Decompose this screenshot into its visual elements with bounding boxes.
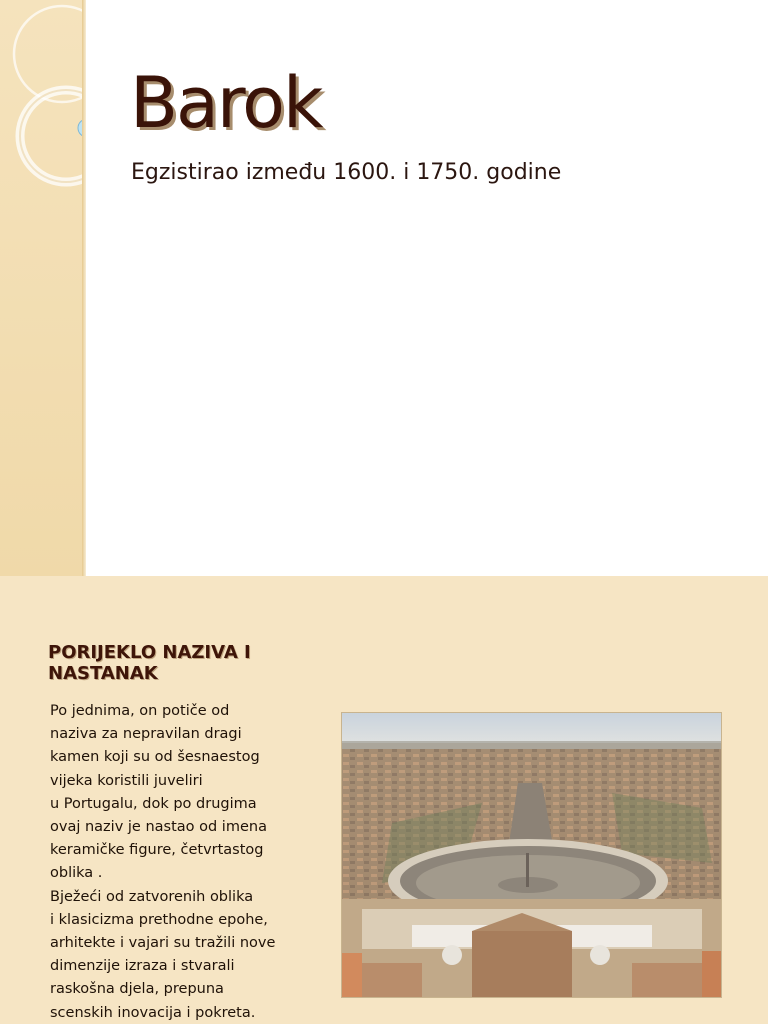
body-line: i klasicizma prethodne epohe, bbox=[50, 911, 268, 928]
content-slide bbox=[0, 576, 768, 1024]
body-line: naziva za nepravilan dragi bbox=[50, 726, 242, 743]
body-line: scenskih inovacija i pokreta. bbox=[50, 1004, 256, 1021]
body-line: ovaj naziv je nastao od imena bbox=[50, 819, 267, 836]
body-line: kamen koji su od šesnaestog bbox=[50, 749, 260, 766]
body-line: Bježeći od zatvorenih oblika bbox=[50, 888, 254, 905]
body-line: dimenzije izraza i stvarali bbox=[50, 958, 235, 975]
section-heading: PORIJEKLO NAZIVA I NASTANAK bbox=[48, 642, 251, 684]
body-line: oblika . bbox=[50, 865, 103, 882]
body-line: keramičke figure, četvrtastog bbox=[50, 842, 264, 859]
slide-subtitle: Egzistirao između 1600. i 1750. godine bbox=[131, 160, 562, 185]
body-line: Po jednima, on potiče od bbox=[50, 703, 230, 719]
body-text bbox=[50, 700, 310, 1024]
body-line: u Portugalu, dok po drugima bbox=[50, 795, 257, 812]
st-peters-square-photo bbox=[341, 712, 722, 998]
slide-title: Barok bbox=[130, 62, 322, 144]
body-line: arhitekte i vajari su tražili nove bbox=[50, 935, 276, 952]
body-line: raskošna djela, prepuna bbox=[50, 981, 224, 998]
body-line: vijeka koristili juveliri bbox=[50, 772, 203, 789]
